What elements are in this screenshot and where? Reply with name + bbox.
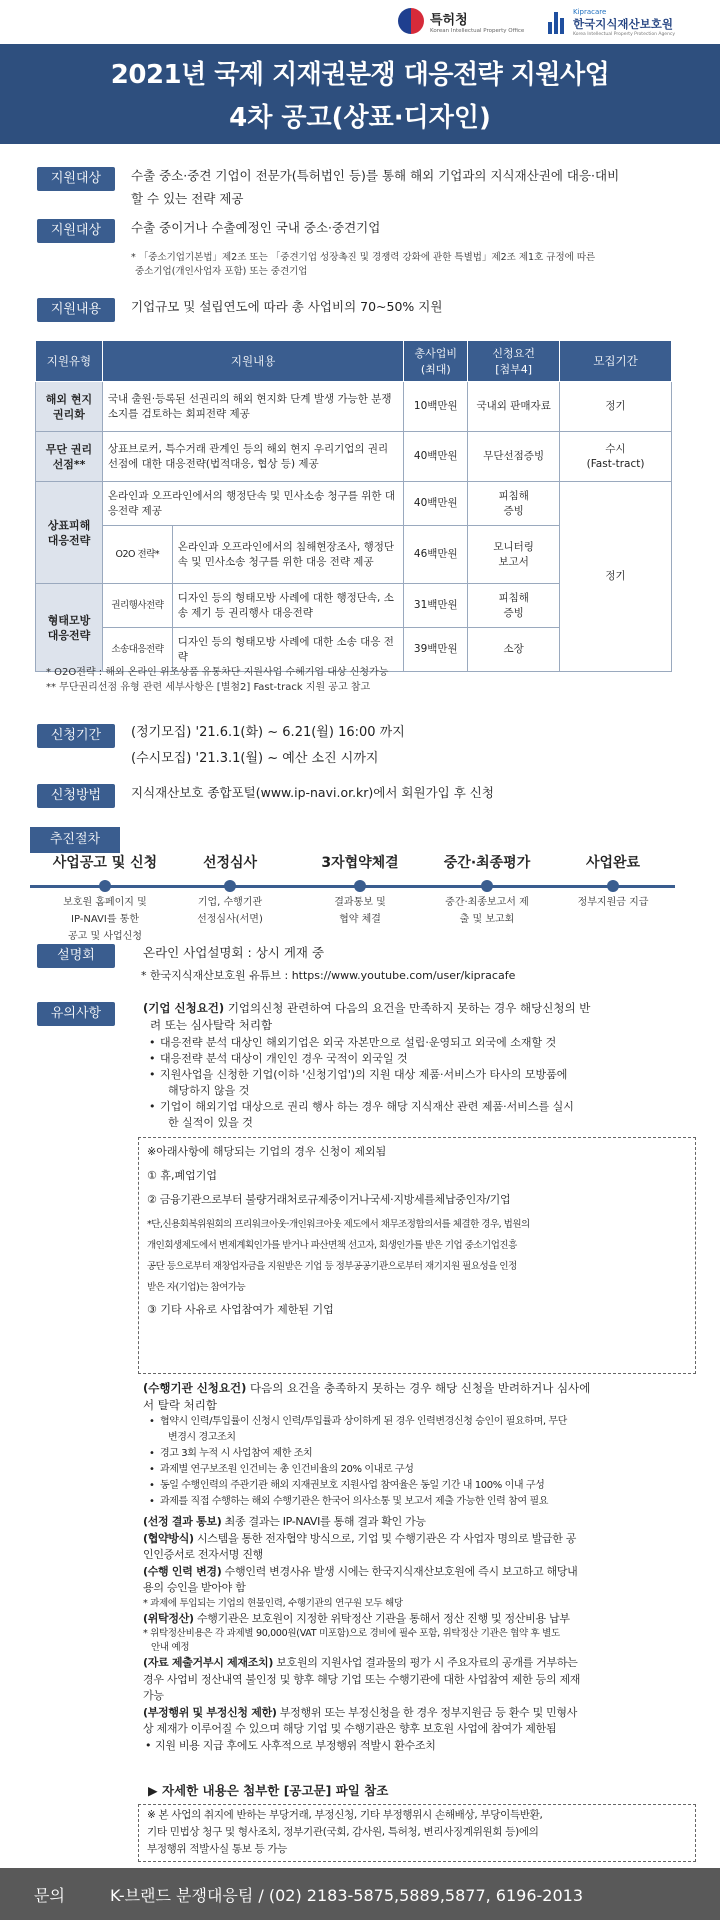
target-note-2a: * 「중소기업기본법」제2조 또는 「중견기업 성장촉진 및 경쟁력 강화에 관한 특별법」제2조 제1호 규정에 따른 bbox=[131, 252, 596, 263]
list-item: • 과제별 연구보조원 인건비는 총 인건비율의 20% 이내로 구성 bbox=[149, 1464, 414, 1475]
cell-req: 피침해 증빙 bbox=[468, 584, 560, 628]
cell-req: 모니터링 보고서 bbox=[468, 526, 560, 584]
notice-p3-title: (수행 인력 변경) bbox=[143, 1564, 222, 1578]
list-item-cont: 해당하지 않을 것 bbox=[168, 1084, 250, 1097]
target-note-2b: 중소기업(개인사업자 포함) 또는 중견기업 bbox=[135, 266, 308, 277]
step-desc-line: IP-NAVI를 통한 bbox=[71, 914, 139, 925]
kipra-en: Kipracare bbox=[573, 8, 607, 16]
notice-p5-title: (자료 제출거부시 제재조치) bbox=[143, 1656, 274, 1669]
table-header-row bbox=[36, 341, 672, 382]
notice-p6-text-2: 상 제재가 이루어질 수 있으며 해당 기업 및 수행기관은 향후 보호원 사업에 참여가 제한됨 bbox=[143, 1722, 557, 1735]
notice-p6-text: 부정행위 또는 부정신청을 한 경우 정부지원금 등 환수 및 민형사 bbox=[276, 1705, 578, 1719]
cell-req: 무단선점증빙 bbox=[468, 432, 560, 482]
table-row bbox=[36, 482, 672, 526]
method-tag: 신청방법 bbox=[37, 784, 115, 808]
cell-req: 소장 bbox=[468, 628, 560, 672]
target-text-1a: 수출 중소·중견 기업이 전문가(특허법인 등)를 통해 해외 기업과의 지식재산권에 대응·대비 bbox=[131, 168, 620, 183]
briefing-text: 온라인 사업설명회 : 상시 게재 중 bbox=[143, 945, 325, 960]
notice-tag: 유의사항 bbox=[37, 1002, 115, 1026]
notice-p4 bbox=[143, 1611, 688, 1628]
cell-req: 피침해 증빙 bbox=[468, 482, 560, 526]
cell-cost: 10백만원 bbox=[404, 382, 468, 432]
step-title-3: 3자협약체결 bbox=[321, 855, 399, 871]
notice-paragraphs bbox=[143, 1514, 688, 1754]
cell-period: 정기 bbox=[560, 482, 672, 672]
step-desc-line: 공고 및 사업신청 bbox=[68, 931, 142, 942]
cell-desc: 디자인 등의 형태모방 사례에 대한 행정단속, 소송 제기 등 권리행사 대응전략 bbox=[172, 584, 404, 628]
table-note-2: ** 무단권리선점 유형 관련 세부사항은 [별첨2] Fast-track 지원 공고 참고 bbox=[46, 682, 371, 693]
kipra-logo bbox=[548, 8, 675, 37]
exclusion-note-line: 공단 등으로부터 재창업자금을 지원받은 기업 등 정부공공기관으로부터 재기지원 필요성을 인정 bbox=[147, 1261, 517, 1272]
notice-p2-title: (협약방식) bbox=[143, 1531, 194, 1545]
exclusion-note-line: *단,신용회복위원회의 프리워크아웃·개인워크아웃 제도에서 채무조정합의서를 체결한 경우, 법원의 bbox=[147, 1219, 530, 1230]
briefing-tag: 설명회 bbox=[37, 944, 115, 968]
exclusion-box bbox=[138, 1137, 696, 1374]
step-desc-2 bbox=[155, 894, 305, 928]
title-banner bbox=[0, 44, 720, 144]
bullet-text: 과제를 직접 수행하는 해외 수행기관은 한국어 의사소통 및 보고서 제출 가능한 인력 참여 필요 bbox=[160, 1496, 549, 1507]
process-tag: 추진절차 bbox=[30, 827, 120, 853]
cell-period: 수시 (Fast-tract) bbox=[560, 432, 672, 482]
notice-p3-note: * 과제에 투입되는 기업의 현물인력, 수행기관의 연구원 모두 해당 bbox=[143, 1597, 403, 1609]
th-period: 모집기간 bbox=[560, 341, 672, 382]
kipra-name: 한국지식재산보호원 bbox=[573, 17, 673, 31]
kipra-emblem-icon bbox=[548, 12, 568, 34]
bullet-text: 대응전략 분석 대상인 해외기업은 외국 자본만으로 설립·운영되고 외국에 소재할 것 bbox=[160, 1036, 557, 1049]
agency-bullets bbox=[149, 1414, 695, 1510]
cell-cost: 31백만원 bbox=[404, 584, 468, 628]
kipo-emblem-icon bbox=[398, 8, 424, 34]
step-desc-line: 보호원 홈페이지 및 bbox=[63, 897, 147, 908]
cell-cost: 46백만원 bbox=[404, 526, 468, 584]
kipo-name: 특허청 bbox=[430, 12, 468, 28]
bullet-text: 지원사업을 신청한 기업(이하 '신청기업')의 지원 대상 제품·서비스가 타사의 모방품에 bbox=[160, 1068, 568, 1081]
cell-type: 무단 권리 선점** bbox=[36, 432, 103, 482]
page-subtitle: 4차 공고(상표·디자인) bbox=[229, 103, 491, 133]
notice-p5-text: 보호원의 지원사업 결과물의 평가 시 주요자료의 공개를 거부하는 bbox=[273, 1656, 578, 1669]
kipo-sub: Korean Intellectual Property Office bbox=[430, 27, 525, 34]
notice-req-bullets bbox=[149, 1035, 690, 1131]
cell-req: 국내외 판매자료 bbox=[468, 382, 560, 432]
notice-p5-text-2: 경우 사업비 정산내역 불인정 및 향후 해당 기업 또는 수행기관에 대한 사업참여 제한 등의 제재 bbox=[143, 1672, 581, 1686]
step-dot-5 bbox=[607, 880, 619, 892]
penalty-line-1: ※ 본 사업의 취지에 반하는 부당거래, 부정신청, 기타 부정행위시 손해배상, 부당이득반환, bbox=[147, 1809, 543, 1821]
agency-req-title: (수행기관 신청요건) bbox=[143, 1381, 247, 1395]
content-text: 기업규모 및 설립연도에 따라 총 사업비의 70~50% 지원 bbox=[131, 299, 443, 314]
notice-p3-text: 수행인력 변경사유 발생 시에는 한국지식재산보호원에 즉시 보고하고 해당내 bbox=[221, 1564, 578, 1578]
cell-subtype: 권리행사전략 bbox=[102, 584, 172, 628]
kipra-sub: Korea Intellectual Property Protection Agency bbox=[573, 32, 676, 37]
step-dot-2 bbox=[224, 880, 236, 892]
notice-p3 bbox=[143, 1564, 688, 1581]
bullet-text: 동일 수행인력의 주관기관 해외 지재권보호 지원사업 참여율은 동일 기간 내 100% 이내 구성 bbox=[160, 1480, 545, 1491]
notice-p4-note: * 위탁정산비용은 각 과제별 90,000원(VAT 미포함)으로 경비에 필수 포함, 위탁정산 기관은 협약 후 별도 bbox=[143, 1628, 560, 1639]
step-title-2: 선정심사 bbox=[202, 855, 258, 871]
step-title-5: 사업완료 bbox=[585, 855, 641, 871]
notice-p3-text-2: 용의 승인을 받아야 함 bbox=[143, 1581, 246, 1594]
notice-p2 bbox=[143, 1531, 688, 1548]
agency-req-text: 다음의 요건을 충족하지 못하는 경우 해당 신청을 반려하거나 심사에 bbox=[246, 1381, 591, 1395]
table-row bbox=[36, 382, 672, 432]
cell-desc: 온라인과 오프라인에서의 행정단속 및 민사소송 청구를 위한 대응전략 제공 bbox=[102, 482, 403, 526]
cell-type: 형태모방 대응전략 bbox=[36, 584, 103, 672]
list-item: • 대응전략 분석 대상인 해외기업은 외국 자본만으로 설립·운영되고 외국에 소재할 것 bbox=[149, 1036, 557, 1049]
list-item: • 동일 수행인력의 주관기관 해외 지재권보호 지원사업 참여율은 동일 기간 내 100% 이내 구성 bbox=[149, 1480, 545, 1491]
period-line-1: (정기모집) '21.6.1(화) ~ 6.21(월) 16:00 까지 bbox=[131, 725, 405, 740]
list-item: • 지원사업을 신청한 기업(이하 '신청기업')의 지원 대상 제품·서비스가 타사의 모방품에 bbox=[149, 1068, 568, 1081]
step-desc-line: 중간·최종보고서 제 bbox=[445, 897, 529, 908]
notice-p5 bbox=[143, 1655, 688, 1672]
th-type: 지원유형 bbox=[36, 341, 103, 382]
contact-footer bbox=[0, 1868, 720, 1920]
cell-desc: 온라인과 오프라인에서의 침해현장조사, 행정단속 및 민사소송 청구를 위한 대응 전략 제공 bbox=[172, 526, 404, 584]
table-row bbox=[36, 432, 672, 482]
step-desc-5 bbox=[538, 894, 688, 911]
table-note-1: * O2O전략 : 해외 온라인 위조상품 유통차단 지원사업 수혜기업 대상 신청가능 bbox=[46, 667, 389, 678]
step-desc-line: 출 및 보고회 bbox=[459, 914, 515, 925]
process-timeline bbox=[30, 885, 675, 888]
agency-req-text-2: 서 탈락 처리함 bbox=[143, 1398, 217, 1412]
penalty-line-3: 부정행위 적발사실 통보 등 가능 bbox=[147, 1843, 288, 1855]
period-line-2: (수시모집) '21.3.1(월) ~ 예산 소진 시까지 bbox=[131, 751, 379, 766]
cell-desc: 디자인 등의 형태모방 사례에 대한 소송 대응 전략 bbox=[172, 628, 404, 672]
penalty-box bbox=[138, 1804, 696, 1862]
step-dot-1 bbox=[99, 880, 111, 892]
cell-type: 해외 현지 권리화 bbox=[36, 382, 103, 432]
notice-req-text: 기업의신청 관련하여 다음의 요건을 만족하지 못하는 경우 해당신청의 반 bbox=[224, 1001, 591, 1015]
step-dot-4 bbox=[481, 880, 493, 892]
notice-p6-title: (부정행위 및 부정신청 제한) bbox=[143, 1705, 277, 1719]
step-desc-line: 결과통보 및 bbox=[334, 897, 386, 908]
notice-p1-text: 최종 결과는 IP-NAVI를 통해 결과 확인 가능 bbox=[221, 1515, 426, 1528]
penalty-content bbox=[147, 1807, 692, 1858]
contact-label: 문의 bbox=[34, 1886, 65, 1905]
step-title-1: 사업공고 및 신청 bbox=[52, 855, 158, 871]
kipo-logo bbox=[398, 8, 524, 34]
notice-p2-text: 시스템을 통한 전자협약 방식으로, 기업 및 수행기관은 각 사업자 명의로 발급한 공 bbox=[193, 1531, 577, 1545]
support-table bbox=[35, 340, 672, 672]
list-item: • 지원 비용 지급 후에도 사후적으로 부정행위 적발시 환수조치 bbox=[145, 1738, 436, 1752]
exclusion-note bbox=[147, 1214, 687, 1298]
penalty-line-2: 기타 민법상 청구 및 형사조치, 정부기관(국회, 감사원, 특허청, 변리사징계위원회 등)에의 bbox=[147, 1826, 539, 1838]
target-text-2: 수출 중이거나 수출예정인 국내 중소·중견기업 bbox=[131, 220, 381, 235]
cell-cost: 40백만원 bbox=[404, 482, 468, 526]
bullet-text: 과제별 연구보조원 인건비는 총 인건비율의 20% 이내로 구성 bbox=[160, 1464, 414, 1475]
cell-period: 정기 bbox=[560, 382, 672, 432]
refer-text: ▶ 자세한 내용은 첨부한 [공고문] 파일 참조 bbox=[148, 1783, 389, 1798]
contact-text: K-브랜드 분쟁대응팀 / (02) 2183-5875,5889,5877, 6196-2013 bbox=[110, 1886, 584, 1905]
target-tag-2: 지원대상 bbox=[37, 219, 115, 243]
th-cost: 총사업비 (최대) bbox=[404, 341, 468, 382]
exclusion-content bbox=[147, 1144, 687, 1318]
notice-p1-title: (선정 결과 통보) bbox=[143, 1515, 222, 1528]
step-title-4: 중간·최종평가 bbox=[443, 855, 531, 871]
cell-type: 상표피해 대응전략 bbox=[36, 482, 103, 584]
target-tag-1: 지원대상 bbox=[37, 167, 115, 191]
page-title: 2021년 국제 지재권분쟁 대응전략 지원사업 bbox=[110, 60, 610, 90]
exclusion-note-line: 개인회생제도에서 변제계획인가를 받거나 파산면책 선고자, 회생인가를 받은 기업 중소기업진흥 bbox=[147, 1240, 517, 1251]
cell-cost: 40백만원 bbox=[404, 432, 468, 482]
bullet-text: 기업이 해외기업 대상으로 권리 행사 하는 경우 해당 지식재산 관련 제품·서비스를 실시 bbox=[160, 1100, 574, 1113]
exclusion-item-1: ① 휴,폐업기업 bbox=[147, 1169, 217, 1182]
notice-req-text-2: 려 또는 심사탈락 처리함 bbox=[150, 1018, 273, 1032]
step-desc-line: 협약 체결 bbox=[339, 914, 381, 925]
exclusion-note-line: 받은 자(기업)는 참여가능 bbox=[147, 1282, 246, 1293]
notice-req-title: (기업 신청요건) bbox=[143, 1001, 225, 1015]
exclusion-item-2: ② 금융기관으로부터 불량거래처로규제중이거나국세·지방세를체납중인자/기업 bbox=[147, 1193, 511, 1206]
notice-p4-text: 수행기관은 보호원이 지정한 위탁정산 기관을 통해서 정산 진행 및 정산비용 납부 bbox=[193, 1611, 570, 1625]
list-item-cont: 한 실적이 있을 것 bbox=[168, 1116, 253, 1129]
cell-desc: 상표브로커, 특수거래 관계인 등의 해외 현지 우리기업의 권리 선점에 대한 대응전략(법적대응, 협상 등) 제공 bbox=[102, 432, 403, 482]
content-tag: 지원내용 bbox=[37, 298, 115, 322]
notice-p4-title: (위탁정산) bbox=[143, 1611, 194, 1625]
th-desc: 지원내용 bbox=[102, 341, 403, 382]
notice-p1 bbox=[143, 1514, 688, 1531]
exclusion-head: ※아래사항에 해당되는 기업의 경우 신청이 제외됨 bbox=[147, 1145, 387, 1158]
list-item: • 경고 3회 누적 시 사업참여 제한 조치 bbox=[149, 1448, 313, 1459]
bullet-text: 지원 비용 지급 후에도 사후적으로 부정행위 적발시 환수조치 bbox=[155, 1738, 436, 1752]
notice-p4-note-2: 안내 예정 bbox=[151, 1642, 190, 1653]
cell-subtype: 소송대응전략 bbox=[102, 628, 172, 672]
notice-p2-text-2: 인인증서로 전자서명 진행 bbox=[143, 1548, 263, 1561]
notice-p5-text-3: 가능 bbox=[143, 1689, 164, 1702]
step-desc-line: 기업, 수행기관 bbox=[197, 897, 263, 908]
step-desc-line: 정부지원금 지급 bbox=[577, 897, 649, 908]
cell-desc: 국내 출원·등록된 선권리의 해외 현지화 단계 발생 가능한 분쟁소지를 검토하는 회피전략 제공 bbox=[102, 382, 403, 432]
bullet-text: 대응전략 분석 대상이 개인인 경우 국적이 외국일 것 bbox=[160, 1052, 408, 1065]
list-item: • 협약시 인력/투입률이 신청시 인력/투입률과 상이하게 된 경우 인력변경신청 승인이 필요하며, 무단 bbox=[149, 1416, 567, 1427]
notice-p6 bbox=[143, 1705, 688, 1722]
bullet-text: 협약시 인력/투입률이 신청시 인력/투입률과 상이하게 된 경우 인력변경신청 승인이 필요하며, 무단 bbox=[160, 1416, 567, 1427]
step-dot-3 bbox=[354, 880, 366, 892]
th-req: 신청요건 [첨부4] bbox=[468, 341, 560, 382]
bullet-text: 경고 3회 누적 시 사업참여 제한 조치 bbox=[160, 1448, 313, 1459]
notice-req bbox=[143, 1000, 683, 1017]
list-item: • 과제를 직접 수행하는 해외 수행기관은 한국어 의사소통 및 보고서 제출 가능한 인력 참여 필요 bbox=[149, 1496, 549, 1507]
list-item: • 대응전략 분석 대상이 개인인 경우 국적이 외국일 것 bbox=[149, 1052, 408, 1065]
exclusion-item-3: ③ 기타 사유로 사업참여가 제한된 기업 bbox=[147, 1303, 334, 1316]
period-tag: 신청기간 bbox=[37, 724, 115, 748]
briefing-note: * 한국지식재산보호원 유튜브 : https://www.youtube.com/user/kipracafe bbox=[141, 969, 516, 982]
step-desc-line: 선정심사(서면) bbox=[197, 914, 263, 925]
list-item-cont: 변경시 경고조치 bbox=[168, 1432, 236, 1443]
target-text-1b: 할 수 있는 전략 제공 bbox=[131, 191, 244, 206]
agency-req bbox=[143, 1380, 688, 1397]
cell-subtype: O2O 전략* bbox=[102, 526, 172, 584]
logo-bar bbox=[0, 0, 720, 44]
list-item: • 기업이 해외기업 대상으로 권리 행사 하는 경우 해당 지식재산 관련 제품·서비스를 실시 bbox=[149, 1100, 574, 1113]
cell-cost: 39백만원 bbox=[404, 628, 468, 672]
method-text: 지식재산보호 종합포털(www.ip-navi.or.kr)에서 회원가입 후 신청 bbox=[131, 785, 494, 800]
